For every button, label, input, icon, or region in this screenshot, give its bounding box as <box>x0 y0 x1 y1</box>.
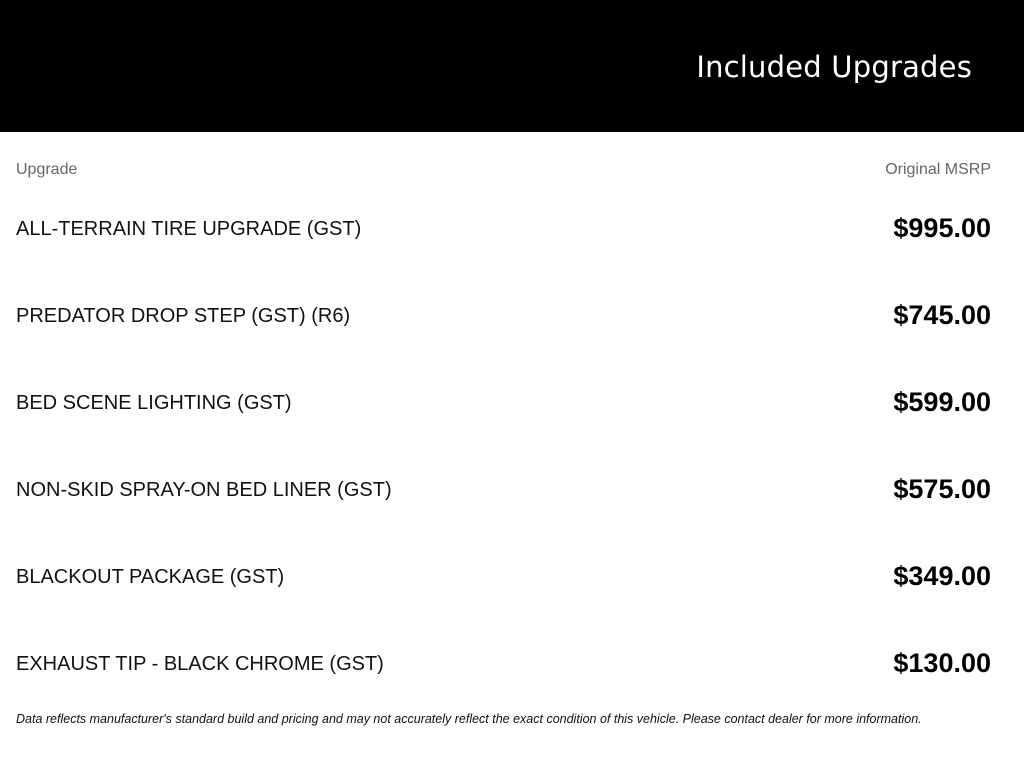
upgrade-name: BLACKOUT PACKAGE (GST) <box>16 565 285 588</box>
upgrade-row <box>16 359 991 446</box>
upgrade-name: PREDATOR DROP STEP (GST) (R6) <box>16 304 351 327</box>
header-bar <box>0 0 1024 132</box>
upgrade-price: $130.00 <box>893 648 991 678</box>
upgrade-list <box>16 185 991 707</box>
upgrade-name: EXHAUST TIP - BLACK CHROME (GST) <box>16 652 384 675</box>
upgrade-name: ALL-TERRAIN TIRE UPGRADE (GST) <box>16 217 362 240</box>
upgrade-price: $349.00 <box>893 561 991 591</box>
upgrade-row <box>16 620 991 707</box>
page-title: Included Upgrades <box>696 50 972 84</box>
upgrade-row <box>16 272 991 359</box>
upgrade-name: NON-SKID SPRAY-ON BED LINER (GST) <box>16 478 392 501</box>
upgrade-row <box>16 446 991 533</box>
upgrade-price: $599.00 <box>893 387 991 417</box>
upgrade-price: $745.00 <box>893 300 991 330</box>
upgrade-name: BED SCENE LIGHTING (GST) <box>16 391 292 414</box>
upgrade-price: $575.00 <box>893 474 991 504</box>
column-header-upgrade: Upgrade <box>16 161 78 178</box>
disclaimer-text: Data reflects manufacturer's standard build and pricing and may not accurately reflect the exact condition of this vehicle. Please contact dealer for more information. <box>16 712 922 726</box>
column-headers <box>16 161 991 181</box>
upgrade-row <box>16 185 991 272</box>
column-header-msrp: Original MSRP <box>885 161 991 178</box>
upgrade-price: $995.00 <box>893 213 991 243</box>
upgrade-row <box>16 533 991 620</box>
